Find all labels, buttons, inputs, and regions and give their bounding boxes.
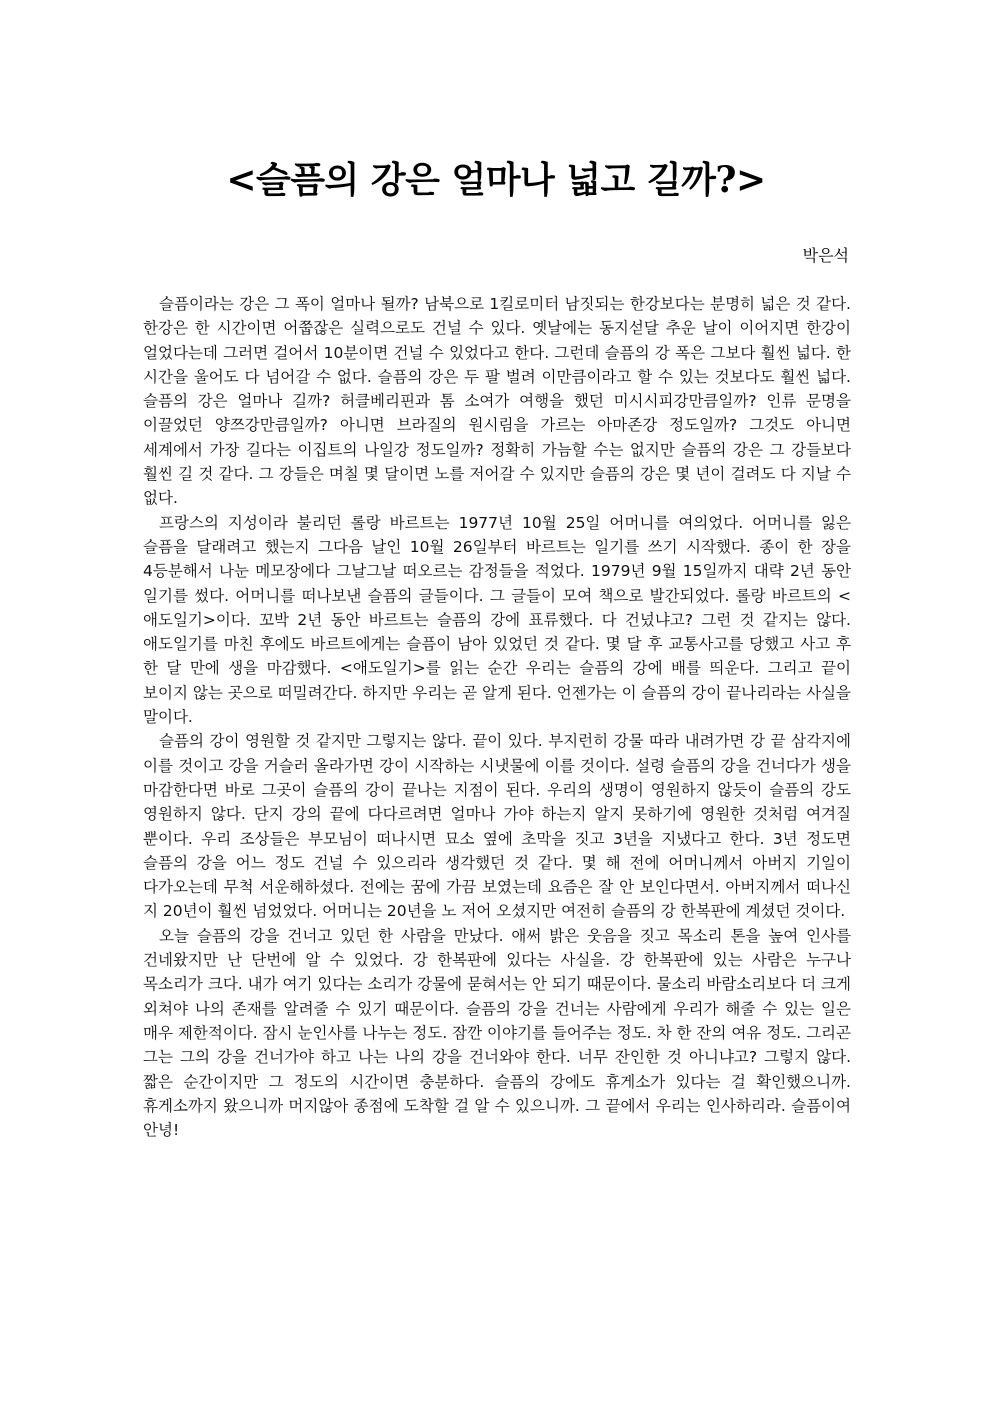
paragraph-1: 슬픔이라는 강은 그 폭이 얼마나 될까? 남북으로 1킬로미터 남짓되는 한강보다는 분명히 넓은 것 같다. 한강은 한 시간이면 어쭙잖은 실력으로도 건널 수 있다. 옛날에는 동지섣달 추운 날이 이어지면 한강이 얼었다는데 그러면 걸어서 10분이면 건널 수 있었다고 한다. 그런데 슬픔의 강 폭은 그보다 훨씬 넓다. 한 시간을 울어도 다 넘어갈 수 없다. 슬픔의 강은 두 팔 벌려 이만큼이라고 할 수 있는 것보다도 훨씬 넓다. 슬픔의 강은 얼마나 길까? 허클베리핀과 톰 소여가 여행을 했던 미시시피강만큼일까? 인류 문명을 이끌었던 양쯔강만큼일까? 아니면 브라질의 원시림을 가르는 아마존강 정도일까? 그것도 아니면 세계에서 가장 길다는 이집트의 나일강 정도일까? 정확히 가늠할 수는 없지만 슬픔의 강은 그 강들보다 훨씬 길 것 같다. 그 강들은 며칠 몇 달이면 노를 저어갈 수 있지만 슬픔의 강은 몇 년이 걸려도 다 지날 수 없다.	[143, 295, 851, 508]
document-title: <슬픔의 강은 얼마나 넓고 길까?>	[226, 159, 766, 201]
document-body	[143, 292, 851, 1142]
paragraph-2: 프랑스의 지성이라 불리던 롤랑 바르트는 1977년 10월 25일 어머니를 여의었다. 어머니를 잃은 슬픔을 달래려고 했는지 그다음 날인 10월 26일부터 바르트는 일기를 쓰기 시작했다. 종이 한 장을 4등분해서 나눈 메모장에다 그날그날 떠오르는 감정들을 적었다. 1979년 9월 15일까지 대략 2년 동안 일기를 썼다. 어머니를 떠나보낸 슬픔의 글들이다. 그 글들이 모여 책으로 발간되었다. 롤랑 바르트의 <애도일기>이다. 꼬박 2년 동안 바르트는 슬픔의 강에 표류했다. 다 건넜냐고? 그런 것 같지는 않다. 애도일기를 마친 후에도 바르트에게는 슬픔이 남아 있었던 것 같다. 몇 달 후 교통사고를 당했고 사고 후 한 달 만에 생을 마감했다. <애도일기>를 읽는 순간 우리는 슬픔의 강에 배를 띄운다. 그리고 끝이 보이지 않는 곳으로 떠밀려간다. 하지만 우리는 곧 알게 된다. 언젠가는 이 슬픔의 강이 끝나리라는 사실을 말이다.	[143, 513, 851, 727]
paragraph-3: 슬픔의 강이 영원할 것 같지만 그렇지는 않다. 끝이 있다. 부지런히 강물 따라 내려가면 강 끝 삼각지에 이를 것이고 강을 거슬러 올라가면 강이 시작하는 시냇물에 이를 것이다. 설령 슬픔의 강을 건너다가 생을 마감한다면 바로 그곳이 슬픔의 강이 끝나는 지점이 된다. 우리의 생명이 영원하지 않듯이 슬픔의 강도 영원하지 않다. 단지 강의 끝에 다다르려면 얼마나 가야 하는지 알지 못하기에 영원한 것처럼 여겨질 뿐이다. 우리 조상들은 부모님이 떠나시면 묘소 옆에 초막을 짓고 3년을 지냈다고 한다. 3년 정도면 슬픔의 강을 어느 정도 건널 수 있으리라 생각했던 것 같다. 몇 해 전에 어머니께서 아버지 기일이 다가오는데 무척 서운해하셨다. 전에는 꿈에 가끔 보였는데 요즘은 잘 안 보인다면서. 아버지께서 떠나신 지 20년이 훨씬 넘었었다. 어머니는 20년을 노 저어 오셨지만 여전히 슬픔의 강 한복판에 계셨던 것이다.	[143, 732, 851, 921]
paragraph-4: 오늘 슬픔의 강을 건너고 있던 한 사람을 만났다. 애써 밝은 웃음을 짓고 목소리 톤을 높여 인사를 건네왔지만 난 단번에 알 수 있었다. 강 한복판에 있다는 사실을. 강 한복판에 있는 사람은 누구나 목소리가 크다. 내가 여기 있다는 소리가 강물에 묻혀서는 안 되기 때문이다. 물소리 바람소리보다 더 크게 외쳐야 나의 존재를 알려줄 수 있기 때문이다. 슬픔의 강을 건너는 사람에게 우리가 해줄 수 있는 일은 매우 제한적이다. 잠시 눈인사를 나누는 정도. 잠깐 이야기를 들어주는 정도. 차 한 잔의 여유 정도. 그리곤 그는 그의 강을 건너가야 하고 나는 나의 강을 건너와야 한다. 너무 잔인한 것 아니냐고? 그렇지 않다. 짧은 순간이지만 그 정도의 시간이면 충분하다. 슬픔의 강에도 휴게소가 있다는 걸 확인했으니까. 휴게소까지 왔으니까 머지않아 종점에 도착할 걸 알 수 있으니까. 그 끝에서 우리는 인사하리라. 슬픔이여 안녕!	[143, 926, 851, 1140]
author-name: 박은석	[802, 246, 849, 265]
